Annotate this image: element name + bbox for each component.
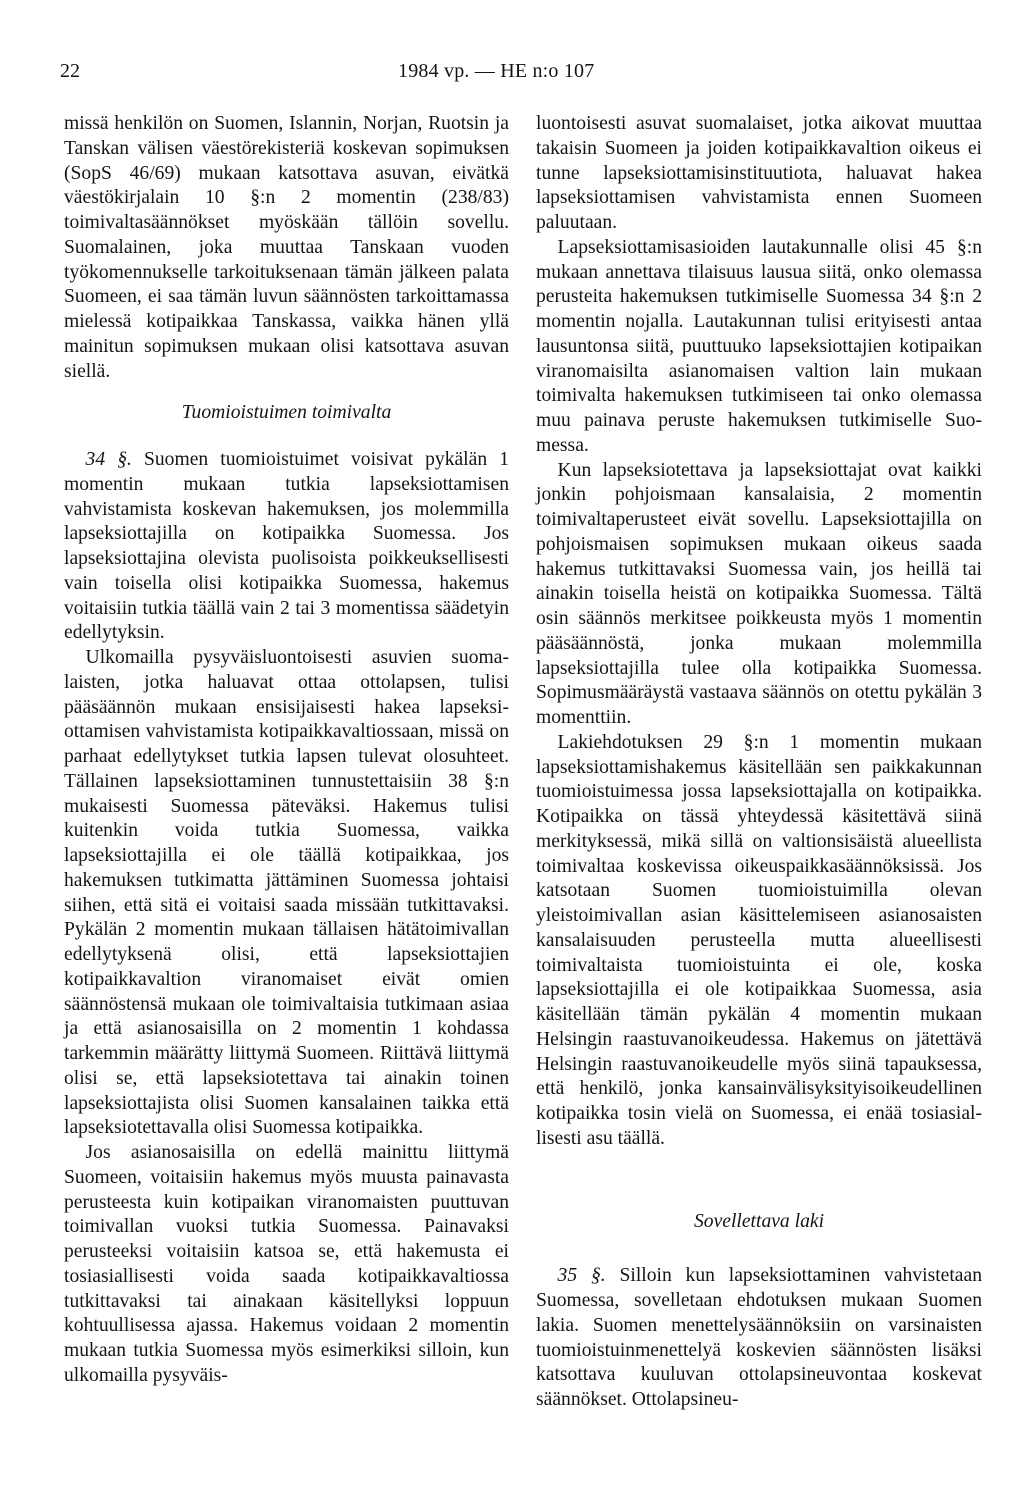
section-text: Silloin kun lapseksiottaminen vahvistetaan Suomessa, sovelletaan ehdotuksen mukaan Suomen lakia. Suomen menettelysäännöksiin on varsinaisten tuomioistuinmenettelyä koskevien säännösten lisäksi katsottava kuuluvan ottolapsineuvontaa koskevat säännökset. Ottolapsineu- <box>536 1265 982 1410</box>
running-title: 1984 vp. — HE n:o 107 <box>398 60 595 82</box>
page-header <box>0 60 1024 90</box>
section-number: 34 §. <box>85 449 132 470</box>
paragraph: missä henkilön on Suomen, Islannin, Norjan, Ruotsin ja Tanskan välisen väestörekisteriä koskevan sopimuksen (SopS 46/69) mukaan katsottava asuvan, eivätkä väestökirjalain 10 §:n 2 momentin (238/83) toimivaltasäännökset myöskään tällöin sovellu. Suomalainen, joka muuttaa Tanskaan vuoden työkomennukselle tarkoituksenaan tämän jälkeen palata Suomeen, ei saa tämän luvun säännösten tarkoittamassa mielessä kotipaikkaa Tanskassa, vaikka hänen yllä mainitun sopimuksen mukaan olisi katsottava asuvan siellä. <box>64 113 509 382</box>
section-34-paragraph <box>64 448 509 646</box>
paragraph: Kun lapseksiotettava ja lapseksiottajat ovat kaikki jonkin pohjoismaan kansalaisia, 2 momentin toimivaltaperusteet eivät sovellu. Lapseksiottajilla on pohjoismaisen sopimuksen mukaan oikeus saada hakemus tutkittavaksi Suomessa vain, jos heillä tai ainakin toisella heistä on kotipaikka Suomessa. Tältä osin säännös merkitsee poikkeusta myös 1 momentin pääsäännöstä, jonka mukaan molemmilla lapseksiottajilla tulee olla kotipaikka Suomessa. Sopimusmääräystä vastaava säännös on otettu pykälän 3 momenttiin. <box>536 459 982 728</box>
paragraph: Ulkomailla pysyväisluontoisesti asuvien suomalaisten, jotka haluavat ottaa ottolapsen, tulisi pääsäännön mukaan ensisijaisesti hakea lapseksiottamisen vahvistamista kotipaikkavaltiossaan, missä on parhaat edellytykset tutkia lapsen tulevat olosuhteet. Tällainen lapseksiottaminen tunnustettaisiin 38 §:n mukaisesti Suomessa päteväksi. Hakemus tulisi kuitenkin voida tutkia Suomessa, vaikka lapseksiottajilla ei ole täällä kotipaikkaa, jos hakemuksen tutkimatta jättäminen Suomessa johtaisi siihen, että sitä ei voitaisi saada missään tutkittavaksi. Pykälän 2 momentin mukaan tällaisen hätätoimivallan edellytyksenä olisi, että lapseksiottajien kotipaikkavaltion viranomaiset eivät omien säännöstensä mukaan ole toimivaltaisia tutkimaan asiaa ja että asianosaisilla on 2 momentin 1 kohdassa tarkemmin määrätty liittymä Suomeen. Riittävä liittymä olisi se, että lapseksiotettava tai ainakin toinen lapseksiottajista olisi Suomen kansalainen taikka että lapseksiotettavalla olisi Suomessa kotipaikka. <box>64 647 509 1139</box>
section-number: 35 §. <box>557 1265 606 1287</box>
section-heading: Sovellettava laki <box>693 1210 825 1232</box>
right-column <box>536 112 982 1413</box>
left-column <box>64 112 509 1389</box>
section-heading: Tuomioistuimen toimivalta <box>181 402 392 424</box>
page-number: 22 <box>60 60 80 82</box>
paragraph: luontoisesti asuvat suomalaiset, jotka aikovat muuttaa takaisin Suomeen ja joiden kotipaikkavaltion oikeus ei tunne lapseksiottamisinstituutiota, haluavat hakea lapseksiottamisen vahvistamista ennen Suomeen paluutaan. <box>536 113 982 233</box>
paragraph: Lapseksiottamisasioiden lautakunnalle olisi 45 §:n mukaan annettava tilaisuus lausua siitä, onko olemassa perusteita hakemuksen tutkimiselle Suomessa 34 §:n 2 momentin nojalla. Lautakunnan tulisi erityisesti antaa lausuntonsa siitä, puuttuuko lapseksiottajien kotipaikan viranomaisilta asianomaisen valtion lain mukaan toimivalta hakemuksen tutkimiseen tai onko olemassa muu painava peruste hakemuksen tutkimiselle Suomessa. <box>536 236 982 456</box>
section-35-paragraph <box>536 1264 982 1413</box>
section-text: Suomen tuomioistuimet voisivat pykälän 1 momentin mukaan tutkia lapseksiottamisen vahvistamista koskevan hakemuksen, jos molemmilla lapseksiottajilla on kotipaikka Suomessa. Jos lapseksiottajina olevista puolisoista poikkeuksellisesti vain toisella olisi kotipaikka Suomessa, hakemus voitaisiin tutkia täällä vain 2 tai 3 momentissa säädetyin edellytyksin. <box>64 449 509 644</box>
paragraph: Lakiehdotuksen 29 §:n 1 momentin mukaan lapseksiottamishakemus käsitellään sen paikkakunnan tuomioistuimessa jossa lapseksiottajalla on kotipaikka. Kotipaikka on tässä yhteydessä käsitettävä siinä merkityksessä, mikä sillä on valtionsisäistä alueellista toimivaltaa koskevissa oikeuspaikkasäännöksissä. Jos katsotaan Suomen tuomioistuimilla olevan yleistoimivallan asian käsittelemiseen asianosaisten kansalaisuuden perusteella mutta alueellisesti toimivaltaista tuomioistuinta ei ole, koska lapseksiottajilla ei ole kotipaikkaa Suomessa, asia käsitellään tämän pykälän 4 momentin mukaan Helsingin raastuvanoikeudessa. Hakemus on jätettävä Helsingin raastuvanoikeudelle myös siinä tapauksessa, että henkilö, jonka kansainvälisyksityisoikeudellinen kotipaikka tosin vielä on Suomessa, ei enää tosiasiallisesti asu täällä. <box>536 731 982 1149</box>
paragraph: Jos asianosaisilla on edellä mainittu liittymä Suomeen, voitaisiin hakemus myös muusta painavasta perusteesta kuin kotipaikan viranomaisten puuttuvan toimivallan vuoksi tutkia Suomessa. Painavaksi perusteeksi voitaisiin katsoa se, että hakemusta ei tosiasiallisesti voida saada kotipaikkavaltiossa tutkittavaksi tai ainakaan käsitellyksi loppuun kohtuullisessa ajassa. Hakemus voidaan 2 momentin mukaan tutkia Suomessa myös esimerkiksi silloin, kun ulkomailla pysyväis- <box>64 1142 509 1386</box>
